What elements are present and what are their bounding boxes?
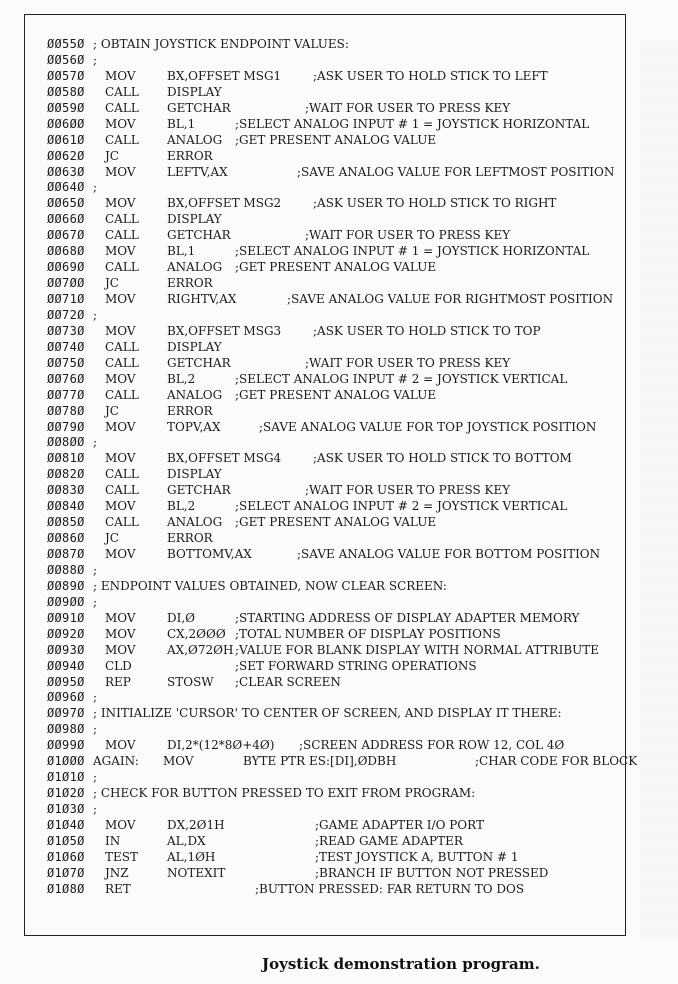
line-number: ØØ7ØØ — [47, 276, 85, 291]
operand: DISPLAY — [167, 467, 222, 482]
line-number: ØØ82Ø — [47, 467, 85, 482]
inline-comment: ;GET PRESENT ANALOG VALUE — [235, 132, 437, 147]
opcode: CALL — [105, 228, 139, 243]
code-line — [47, 324, 627, 340]
line-number: Ø1Ø5Ø — [47, 833, 85, 848]
code-line — [47, 706, 627, 722]
inline-comment: ;SELECT ANALOG INPUT # 1 = JOYSTICK HORIZONTAL — [235, 244, 590, 259]
operand: ANALOG — [167, 132, 223, 147]
opcode: MOV — [105, 292, 136, 306]
operand: LEFTV,AX — [167, 164, 228, 179]
line-number: ØØ73Ø — [47, 323, 85, 338]
line-number: ØØ78Ø — [47, 403, 85, 418]
code-line — [47, 722, 627, 738]
line-number: ØØ89Ø — [47, 578, 85, 593]
operand: STOSW — [167, 674, 214, 689]
code-line — [47, 165, 627, 181]
line-number: ØØ96Ø — [47, 690, 85, 705]
opcode: RET — [105, 881, 131, 896]
inline-comment: ;SELECT ANALOG INPUT # 2 = JOYSTICK VERTICAL — [235, 499, 568, 514]
code-line — [47, 563, 627, 579]
line-number: ØØ93Ø — [47, 642, 85, 657]
line-number: Ø1Ø7Ø — [47, 865, 85, 880]
operand: ERROR — [167, 148, 213, 163]
operand: BYTE PTR ES:[DI],ØDBH — [243, 754, 397, 769]
comment-text: ; — [93, 435, 98, 450]
comment-text: ; OBTAIN JOYSTICK ENDPOINT VALUES: — [93, 37, 349, 51]
inline-comment: ;ASK USER TO HOLD STICK TO TOP — [313, 323, 541, 338]
operand: BX,OFFSET MSG4 — [167, 451, 282, 466]
code-line — [47, 212, 627, 228]
operand: ERROR — [167, 403, 213, 418]
code-line — [47, 356, 627, 372]
operand: GETCHAR — [167, 483, 231, 498]
opcode: MOV — [105, 419, 136, 434]
operand: DISPLAY — [167, 84, 222, 99]
opcode: JNZ — [105, 865, 129, 880]
line-number: Ø1Ø2Ø — [47, 786, 85, 801]
opcode: CALL — [105, 467, 139, 482]
operand: RIGHTV,AX — [167, 292, 237, 306]
line-number: Ø1Ø6Ø — [47, 849, 85, 864]
line-number: ØØ92Ø — [47, 626, 85, 641]
operand: ANALOG — [167, 515, 223, 530]
code-line — [47, 435, 627, 451]
operand: DX,2Ø1H — [167, 817, 225, 832]
inline-comment: ;WAIT FOR USER TO PRESS KEY — [305, 483, 511, 498]
opcode: CALL — [105, 339, 139, 354]
inline-comment: ;CHAR CODE FOR BLOCK — [475, 754, 638, 769]
code-listing — [47, 37, 638, 898]
opcode: CLD — [105, 658, 132, 673]
opcode: CALL — [105, 483, 139, 498]
inline-comment: ;VALUE FOR BLANK DISPLAY WITH NORMAL ATTRIBUTE — [235, 642, 600, 657]
comment-text: ; CHECK FOR BUTTON PRESSED TO EXIT FROM PROGRAM: — [93, 786, 476, 801]
inline-comment: ;SELECT ANALOG INPUT # 1 = JOYSTICK HORIZONTAL — [235, 116, 590, 131]
opcode: CALL — [105, 260, 139, 275]
line-number: ØØ88Ø — [47, 562, 85, 577]
operand: BX,OFFSET MSG3 — [167, 323, 282, 338]
opcode: MOV — [105, 196, 136, 211]
code-label: AGAIN: — [93, 754, 139, 769]
code-line — [47, 451, 627, 467]
operand: BL,1 — [167, 116, 196, 131]
comment-text: ; — [93, 802, 98, 816]
code-line — [47, 850, 627, 866]
code-line — [47, 133, 627, 149]
opcode: JC — [105, 403, 119, 418]
inline-comment: ;SAVE ANALOG VALUE FOR LEFTMOST POSITION — [297, 164, 615, 179]
code-line — [47, 117, 627, 133]
code-line — [47, 53, 627, 69]
line-number: ØØ87Ø — [47, 547, 85, 561]
operand: ERROR — [167, 276, 213, 291]
code-line — [47, 595, 627, 611]
line-number: ØØ55Ø — [47, 37, 85, 51]
code-line — [47, 372, 627, 388]
inline-comment: ;SELECT ANALOG INPUT # 2 = JOYSTICK VERTICAL — [235, 371, 568, 386]
code-line — [47, 738, 627, 754]
line-number: ØØ8ØØ — [47, 435, 85, 450]
opcode: MOV — [105, 116, 136, 131]
code-line — [47, 834, 627, 850]
inline-comment: ;TEST JOYSTICK A, BUTTON # 1 — [315, 849, 519, 864]
operand: DISPLAY — [167, 339, 222, 354]
code-line — [47, 276, 627, 292]
inline-comment: ;STARTING ADDRESS OF DISPLAY ADAPTER MEMORY — [235, 610, 580, 625]
code-listing-box — [24, 14, 638, 936]
opcode: MOV — [105, 547, 136, 561]
opcode: MOV — [105, 738, 136, 753]
opcode: JC — [105, 276, 119, 291]
operand: CX,2ØØØ — [167, 626, 226, 641]
inline-comment: ;BUTTON PRESSED: FAR RETURN TO DOS — [255, 881, 525, 896]
operand: BOTTOMV,AX — [167, 547, 252, 561]
opcode: MOV — [163, 754, 194, 769]
opcode: CALL — [105, 84, 139, 99]
inline-comment: ;ASK USER TO HOLD STICK TO RIGHT — [313, 196, 557, 211]
line-number: ØØ79Ø — [47, 419, 85, 434]
opcode: MOV — [105, 244, 136, 259]
line-number: ØØ61Ø — [47, 132, 85, 147]
code-line — [47, 786, 627, 802]
inline-comment: ;READ GAME ADAPTER — [315, 833, 463, 848]
line-number: ØØ84Ø — [47, 499, 85, 514]
inline-comment: ;SAVE ANALOG VALUE FOR RIGHTMOST POSITION — [287, 292, 614, 306]
code-line — [47, 196, 627, 212]
code-line — [47, 770, 627, 786]
comment-text: ; INITIALIZE 'CURSOR' TO CENTER OF SCREEN, AND DISPLAY IT THERE: — [93, 706, 562, 721]
code-line — [47, 420, 627, 436]
opcode: CALL — [105, 100, 139, 115]
code-line — [47, 467, 627, 483]
operand: BX,OFFSET MSG1 — [167, 68, 282, 83]
inline-comment: ;SAVE ANALOG VALUE FOR BOTTOM POSITION — [297, 547, 601, 561]
line-number: ØØ99Ø — [47, 738, 85, 753]
line-number: ØØ69Ø — [47, 260, 85, 275]
comment-text: ; — [93, 562, 98, 577]
comment-text: ; — [93, 52, 98, 67]
figure-caption: Joystick demonstration program. — [262, 955, 540, 973]
line-number: ØØ72Ø — [47, 307, 85, 322]
operand: AL,1ØH — [167, 849, 216, 864]
inline-comment: ;GET PRESENT ANALOG VALUE — [235, 260, 437, 275]
code-line — [47, 260, 627, 276]
code-line — [47, 499, 627, 515]
opcode: MOV — [105, 68, 136, 83]
line-number: ØØ9ØØ — [47, 594, 85, 609]
line-number: ØØ68Ø — [47, 244, 85, 259]
line-number: Ø1Ø1Ø — [47, 770, 85, 785]
line-number: ØØ77Ø — [47, 387, 85, 402]
opcode: REP — [105, 674, 131, 689]
comment-text: ; — [93, 180, 98, 195]
opcode: IN — [105, 833, 121, 848]
operand: BL,1 — [167, 244, 196, 259]
line-number: Ø1Ø8Ø — [47, 881, 85, 896]
opcode: CALL — [105, 515, 139, 530]
line-number: ØØ76Ø — [47, 371, 85, 386]
facing-page-bleed — [640, 40, 678, 940]
operand: GETCHAR — [167, 228, 231, 243]
line-number: ØØ95Ø — [47, 674, 85, 689]
line-number: Ø1Ø4Ø — [47, 817, 85, 832]
inline-comment: ;ASK USER TO HOLD STICK TO BOTTOM — [313, 451, 572, 466]
operand: ERROR — [167, 531, 213, 546]
opcode: MOV — [105, 164, 136, 179]
opcode: JC — [105, 148, 119, 163]
line-number: Ø1Ø3Ø — [47, 802, 85, 816]
code-line — [47, 404, 627, 420]
operand: DISPLAY — [167, 212, 222, 227]
opcode: MOV — [105, 451, 136, 466]
line-number: ØØ83Ø — [47, 483, 85, 498]
code-line — [47, 659, 627, 675]
line-number: ØØ91Ø — [47, 610, 85, 625]
opcode: MOV — [105, 817, 136, 832]
line-number: ØØ59Ø — [47, 100, 85, 115]
code-line — [47, 643, 627, 659]
code-line — [47, 579, 627, 595]
operand: AL,DX — [167, 833, 206, 848]
line-number: ØØ75Ø — [47, 355, 85, 370]
opcode: CALL — [105, 212, 139, 227]
code-line — [47, 547, 627, 563]
inline-comment: ;BRANCH IF BUTTON NOT PRESSED — [315, 865, 549, 880]
inline-comment: ;TOTAL NUMBER OF DISPLAY POSITIONS — [235, 626, 501, 641]
line-number: ØØ85Ø — [47, 515, 85, 530]
code-line — [47, 866, 627, 882]
comment-text: ; — [93, 594, 98, 609]
line-number: ØØ98Ø — [47, 722, 85, 737]
opcode: MOV — [105, 499, 136, 514]
line-number: ØØ56Ø — [47, 52, 85, 67]
inline-comment: ;CLEAR SCREEN — [235, 674, 341, 689]
code-line — [47, 754, 638, 770]
code-line — [47, 228, 627, 244]
operand: TOPV,AX — [167, 419, 221, 434]
line-number: ØØ67Ø — [47, 228, 85, 243]
inline-comment: ;SCREEN ADDRESS FOR ROW 12, COL 4Ø — [299, 738, 565, 753]
code-line — [47, 69, 627, 85]
code-line — [47, 483, 627, 499]
line-number: ØØ58Ø — [47, 84, 85, 99]
code-line — [47, 85, 627, 101]
line-number: ØØ64Ø — [47, 180, 85, 195]
line-number: ØØ63Ø — [47, 164, 85, 179]
opcode: CALL — [105, 132, 139, 147]
operand: AX,Ø72ØH — [167, 642, 234, 657]
operand: DI,Ø — [167, 610, 196, 625]
operand: DI,2*(12*8Ø+4Ø) — [167, 738, 275, 753]
comment-text: ; ENDPOINT VALUES OBTAINED, NOW CLEAR SCREEN: — [93, 578, 447, 593]
line-number: ØØ57Ø — [47, 68, 85, 83]
comment-text: ; — [93, 770, 98, 785]
code-line — [47, 149, 627, 165]
code-line — [47, 818, 627, 834]
code-line — [47, 37, 627, 53]
inline-comment: ;SAVE ANALOG VALUE FOR TOP JOYSTICK POSITION — [259, 419, 597, 434]
inline-comment: ;WAIT FOR USER TO PRESS KEY — [305, 228, 511, 243]
inline-comment: ;WAIT FOR USER TO PRESS KEY — [305, 100, 511, 115]
code-line — [47, 101, 627, 117]
code-line — [47, 531, 627, 547]
operand: BL,2 — [167, 499, 196, 514]
opcode: CALL — [105, 355, 139, 370]
code-line — [47, 308, 627, 324]
inline-comment: ;GET PRESENT ANALOG VALUE — [235, 387, 437, 402]
comment-text: ; — [93, 722, 98, 737]
code-line — [47, 675, 627, 691]
inline-comment: ;SET FORWARD STRING OPERATIONS — [235, 658, 477, 673]
operand: GETCHAR — [167, 355, 231, 370]
line-number: ØØ81Ø — [47, 451, 85, 466]
code-line — [47, 627, 627, 643]
opcode: MOV — [105, 610, 136, 625]
inline-comment: ;GAME ADAPTER I/O PORT — [315, 817, 484, 832]
code-line — [47, 802, 627, 818]
comment-text: ; — [93, 690, 98, 705]
opcode: MOV — [105, 323, 136, 338]
line-number: ØØ65Ø — [47, 196, 85, 211]
line-number: ØØ86Ø — [47, 531, 85, 546]
operand: ANALOG — [167, 260, 223, 275]
code-line — [47, 515, 627, 531]
line-number: ØØ94Ø — [47, 658, 85, 673]
inline-comment: ;WAIT FOR USER TO PRESS KEY — [305, 355, 511, 370]
line-number: ØØ74Ø — [47, 339, 85, 354]
comment-text: ; — [93, 307, 98, 322]
line-number: ØØ97Ø — [47, 706, 85, 721]
operand: BX,OFFSET MSG2 — [167, 196, 282, 211]
code-line — [47, 882, 627, 898]
code-line — [47, 292, 627, 308]
line-number: ØØ6ØØ — [47, 116, 85, 131]
code-line — [47, 388, 627, 404]
opcode: MOV — [105, 626, 136, 641]
code-line — [47, 180, 627, 196]
opcode: TEST — [105, 849, 138, 864]
line-number: ØØ71Ø — [47, 292, 85, 306]
inline-comment: ;ASK USER TO HOLD STICK TO LEFT — [313, 68, 548, 83]
line-number: ØØ66Ø — [47, 212, 85, 227]
opcode: MOV — [105, 642, 136, 657]
opcode: MOV — [105, 371, 136, 386]
operand: NOTEXIT — [167, 865, 226, 880]
line-number: Ø1ØØØ — [47, 754, 85, 769]
inline-comment: ;GET PRESENT ANALOG VALUE — [235, 515, 437, 530]
code-line — [47, 244, 627, 260]
operand: GETCHAR — [167, 100, 231, 115]
code-line — [47, 340, 627, 356]
code-line — [47, 611, 627, 627]
operand: BL,2 — [167, 371, 196, 386]
opcode: JC — [105, 531, 119, 546]
line-number: ØØ62Ø — [47, 148, 85, 163]
operand: ANALOG — [167, 387, 223, 402]
code-line — [47, 690, 627, 706]
opcode: CALL — [105, 387, 139, 402]
